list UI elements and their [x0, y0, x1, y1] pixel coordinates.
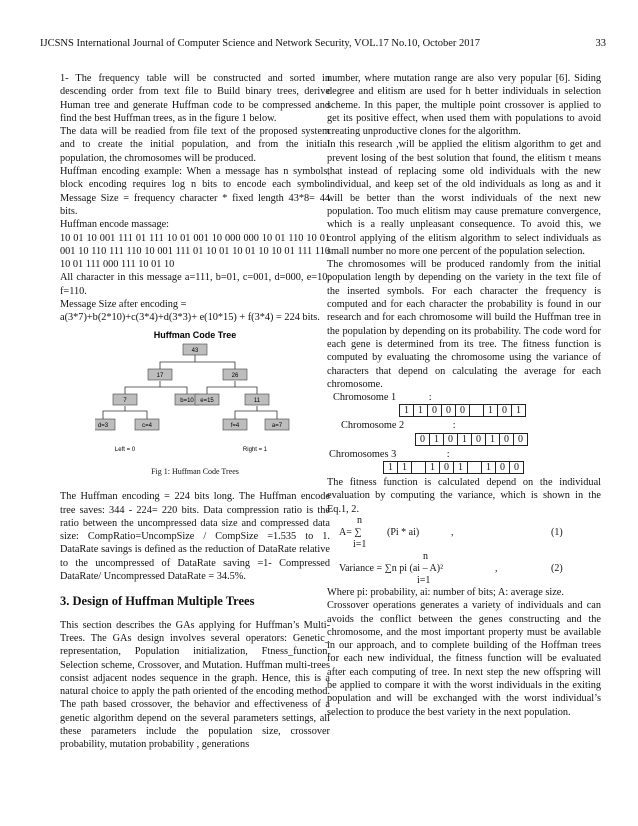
- gene: 1: [414, 405, 428, 417]
- chromosome-1: [327, 391, 601, 417]
- node: 7: [123, 397, 127, 404]
- right-label: Right = 1: [242, 446, 268, 453]
- section-heading: 3. Design of Huffman Multiple Trees: [60, 594, 255, 609]
- paragraph: Huffman encode massage:: [60, 219, 170, 231]
- gene: 1: [400, 405, 414, 417]
- gene: 1: [482, 462, 496, 474]
- gene: 1: [426, 462, 440, 474]
- gene: 0: [456, 405, 470, 417]
- left-label: Left = 0: [114, 446, 136, 453]
- gene: 0: [500, 433, 514, 445]
- gene: 1: [430, 433, 444, 445]
- eq-lhs: A= ∑: [339, 526, 362, 538]
- gene: 0: [440, 462, 454, 474]
- eq-body: (Pi * ai): [387, 526, 420, 538]
- gene: 0: [496, 462, 510, 474]
- paragraph: Where pi: probability, ai: number of bits; A: average size.: [327, 586, 564, 598]
- chromosome-label: Chromosomes 3: [329, 448, 397, 460]
- paragraph: All character in this message a=111, b=01, c=001, d=000, e=10, f=110.: [60, 272, 330, 297]
- node: d=3: [97, 422, 109, 429]
- huffman-tree-svg: [95, 329, 295, 457]
- gene: [468, 462, 482, 474]
- page-number: 33: [595, 38, 606, 49]
- gene: 1: [384, 462, 398, 474]
- sum-upper: n: [423, 550, 428, 562]
- node: 11: [253, 397, 261, 404]
- huffman-tree-figure: [60, 329, 330, 461]
- equation-1: [327, 514, 601, 550]
- paragraph: number, where mutation range are also very popular [6]. Siding degree and elitism are used for h better individuals in selection scheme. In this paper, the multiple point crossover is applied to get its positive effect, when used them with populations to avoid creating unproductive clones for the algorithm.: [327, 73, 601, 138]
- eq-number: (1): [551, 526, 563, 538]
- paragraph: Message Size after encoding =: [60, 299, 187, 311]
- eq-comma: ,: [451, 526, 454, 538]
- paragraph: Huffman encoding example: When a message has n symbols, block encoding requires log n bits to encode each symbol. Message Size = frequency character * fixed length 43*8= 44 bits.: [60, 166, 330, 217]
- paragraph: In this research ,will be applied the elitism algorithm to get and prevent losing of the best solution that found, the elitism t means that instead of replacing some old individuals with the new individual, and keep set of the old individuals as long as and it will be better than the worst individuals of the next new population. Too much elitism may cause premature convergence, which is a really unpleasant consequence. To avoid this, we control applying of the elitism algorithm to select individuals as small number no more one percent of the population selection.: [327, 139, 601, 257]
- paragraph: This section describes the GAs applying for Huffman’s Multi-Trees. The GAs design involves several operators: Genetic_ representation, Population initialization, Ftness_function, Selection scheme, Crossover, and Mutation. Huffman multi-trees consist adjacent nodes sequence in the graph. Hence, this is a natural choice to apply the path oriented of the encoding method. The path based crossover, the behavior and effectiveness of a genetic algorithm depend on the several parameters settings, all these parameters include the population size, crossover probability, mutation probability , generations: [60, 619, 330, 751]
- gene: 0: [498, 405, 512, 417]
- gene: 1: [512, 405, 526, 417]
- node: e=15: [200, 397, 214, 404]
- node-root: 43: [191, 347, 199, 354]
- gene: [470, 405, 484, 417]
- node: b=10: [180, 397, 194, 404]
- sum-lower: i=1: [417, 574, 431, 586]
- gene: 0: [472, 433, 486, 445]
- chromosome-bits: [399, 404, 526, 417]
- eq-lhs: Variance = ∑n pi (ai – A)²: [339, 562, 444, 574]
- gene: 0: [416, 433, 430, 445]
- gene: 1: [486, 433, 500, 445]
- gene: 0: [444, 433, 458, 445]
- figure-caption: Fig 1: Huffman Code Trees: [151, 466, 239, 476]
- gene: 1: [398, 462, 412, 474]
- eq-comma: ,: [495, 562, 498, 574]
- sum-lower: i=1: [353, 538, 367, 550]
- eq-number: (2): [551, 562, 563, 574]
- gene: 0: [514, 433, 528, 445]
- node: 17: [156, 372, 164, 379]
- paragraph: Crossover operations generates a variety of individuals and can avoids the conflict between the genes constructing and the chromosome, and the most important property must be available in our approach, and to complete building of the Hoffman trees for each new individual, the fitness function will be evaluated after each computing of tree. In next step the new offspring will be applied to compare it with the worst individuals in the exiting population and will be exchanged with the worst individual’s selection to produce the best variety in the next population.: [327, 600, 601, 718]
- paragraph: The data will be readied from file text of the proposed system and to create the initial population, and from the initial population, the chromosomes will be produced.: [60, 126, 330, 164]
- gene: [412, 462, 426, 474]
- paragraph: 1- The frequency table will be constructed and sorted in descending order from text file to Build binary trees, derive Human tree and generate Huffman code to be compressed and find the best Huffman trees, as in the figure 1 below.: [60, 73, 330, 124]
- colon: :: [428, 392, 432, 404]
- paragraph: The chromosomes will be produced randomly from the initial population length by depending on the variety in the text file of the inserted symbols. For each character the frequency is computed and for each character the probability is found in our research and for each chromosome will build the Huffman tree in the population by depending on its probability. The code word for each gene is determined from its tree. The fitness function is computed by evaluating the chromosome using the variance of characters that depend on calculating the average for each chromosome.: [327, 259, 601, 390]
- chromosome-bits: [415, 433, 528, 446]
- node: a=7: [271, 422, 283, 429]
- paragraph: The fitness function is calculated depend on the individual evaluation by computing the variance, which is shown in the Eq.1, 2.: [327, 477, 601, 515]
- gene: 0: [428, 405, 442, 417]
- equation-2: [327, 550, 601, 586]
- gene: 0: [510, 462, 524, 474]
- chromosome-2: [327, 419, 601, 445]
- right-column: [327, 72, 601, 719]
- paragraph: a(3*7)+b(2*10)+c(3*4)+d(3*3)+ e(10*15) + f(3*4) = 224 bits.: [60, 312, 320, 324]
- chromosome-3: [327, 448, 601, 474]
- chromosome-label: Chromosome 1: [333, 392, 397, 404]
- sum-upper: n: [357, 514, 362, 526]
- paragraph: The Huffman encoding = 224 bits long. The Huffman encode tree saves: 344 - 224= 220 bits. Data compression ratio is the ratio between the uncompressed data size and compressed data size: CompRatio=UncompSize / CompSize =1.535 to 1. DataRate savings is defined as the reduction of DataRate relative to the uncompressed of DataRate saving =1- Compressed DataRate/ Uncompressed DataRate = 34.5%.: [60, 491, 330, 583]
- colon: :: [446, 448, 450, 460]
- chromosome-label: Chromosome 2: [341, 420, 405, 432]
- node: 26: [231, 372, 239, 379]
- left-column: [60, 72, 330, 752]
- chromosome-bits: [383, 461, 524, 474]
- colon: :: [452, 420, 456, 432]
- node: c=4: [142, 422, 152, 429]
- gene: 1: [454, 462, 468, 474]
- paragraph: 10 01 10 001 111 01 111 10 01 001 10 000 000 10 01 110 10 01 001 10 110 111 110 10 001 111 01 10 01 10 01 10 10 01 111 110 10 01 111 000 111 10 01 10: [60, 232, 330, 271]
- gene: 1: [458, 433, 472, 445]
- gene: 1: [484, 405, 498, 417]
- gene: 0: [442, 405, 456, 417]
- node: f=4: [230, 422, 240, 429]
- tree-title: Huffman Code Tree: [153, 329, 237, 340]
- journal-title: IJCSNS International Journal of Computer Science and Network Security, VOL.17 No.10, October 2017: [40, 38, 481, 49]
